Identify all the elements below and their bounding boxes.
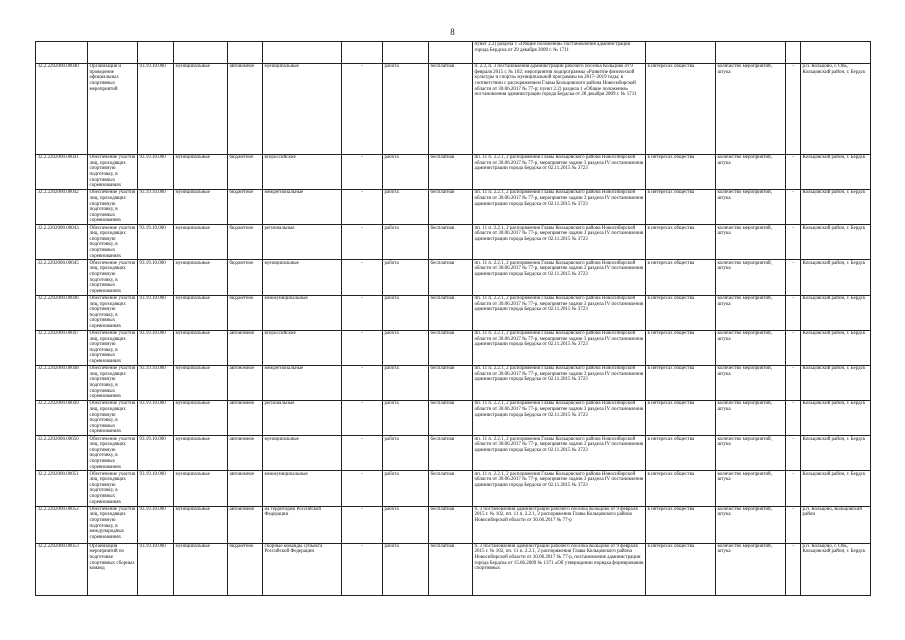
cell-institution-type: бюджетное	[228, 543, 263, 595]
cell-indicator: количество мероприятий, штука	[716, 260, 786, 295]
cell-institution-type: автономное	[228, 436, 263, 471]
cell-event-level: сборные команды субъекта Российской Федерации	[263, 543, 342, 595]
table-row	[36, 295, 871, 330]
cell-dash: -	[786, 155, 801, 190]
cell-locality: р.п. Кольцово, г. Обь, Кольцовский район, г. Бердск	[801, 64, 871, 155]
cell-payment: бесплатная	[429, 330, 473, 365]
cell-indicator: количество мероприятий, штука	[716, 190, 786, 225]
cell-service-type: муниципальные	[174, 260, 228, 295]
cell-okved-code: 93.19.10.000	[138, 330, 174, 365]
cell-dash: -	[786, 506, 801, 543]
cell-service-name: Обеспечение участия лиц, проходящих спортивную подготовку, в спортивных соревнованиях	[88, 295, 138, 330]
cell-institution-type: бюджетное	[228, 225, 263, 260]
cell-okved-code: 93.19.10.000	[138, 295, 174, 330]
cell-locality: Кольцовский район, г. Бердск	[801, 401, 871, 436]
cell-institution-type: автономное	[228, 365, 263, 400]
cell-event-level: муниципальные	[263, 436, 342, 471]
cell-service-name: Обеспечение участия лиц, проходящих спортивную подготовку, в спортивных соревнованиях	[88, 436, 138, 471]
cell-okved-code: 93.19.10.000	[138, 155, 174, 190]
cell-empty	[646, 42, 716, 64]
cell-service-type: муниципальные	[174, 365, 228, 400]
cell-service-type: муниципальные	[174, 64, 228, 155]
table-row	[36, 260, 871, 295]
cell-interest: в интересах общества	[646, 225, 716, 260]
cell-basis: пп. 11 п. 2.2.1, 2 распоряжения Главы Кольцовского района Новосибирской области от 30.06.2017 № 77-р, мероприятие задачи 3 раздела IV постановления администрации города Бердска от 02.11.2015 № 3723	[473, 225, 646, 260]
cell-institution-type: бюджетное	[228, 190, 263, 225]
table-row	[36, 190, 871, 225]
cell-event-level: всероссийские	[263, 330, 342, 365]
table-row	[36, 225, 871, 260]
cell-event-level: всероссийские	[263, 155, 342, 190]
cell-indicator: количество мероприятий, штука	[716, 401, 786, 436]
cell-service-type: муниципальные	[174, 330, 228, 365]
cell-dash: -	[786, 543, 801, 595]
cell-indicator: количество мероприятий, штука	[716, 543, 786, 595]
cell-interest: в интересах общества	[646, 260, 716, 295]
cell-category: работа	[383, 155, 429, 190]
cell-registry-code: 32.2.2202000.00046	[36, 295, 88, 330]
cell-interest: в интересах общества	[646, 64, 716, 155]
cell-okved-code: 93.19.10.000	[138, 225, 174, 260]
cell-service-name: Обеспечение участия лиц, проходящих спортивную подготовку, в спортивных соревнованиях	[88, 260, 138, 295]
cell-dash: -	[786, 365, 801, 400]
cell-basis: п. 2.3, п. 3 постановления администрации рабочего поселка Кольцово от 9 февраля 2015 г. № 102; мероприятия подпрограммы «Развитие физической культуры и спорта» муниципальной программы на 2017–2019 годы; в соответствии с распоряжением Главы Кольцовского района Новосибирской области от 30.06.2017 № 77-р; пункт 2.2) раздела 1 «Общие положения» постановления администрации города Бердска от 28 декабря 2009 г. № 1711	[473, 64, 646, 155]
cell-locality: Кольцовский район, г. Бердск	[801, 225, 871, 260]
cell-locality: Кольцовский район, г. Бердск	[801, 190, 871, 225]
table-row	[36, 506, 871, 543]
cell-okved-code: 93.19.10.000	[138, 471, 174, 506]
cell-category: работа	[383, 295, 429, 330]
cell-empty	[36, 42, 88, 64]
registry-body	[36, 42, 871, 596]
cell-empty	[429, 42, 473, 64]
cell-payment: бесплатная	[429, 64, 473, 155]
cell-locality: Кольцовский район, г. Бердск	[801, 365, 871, 400]
cell-okved-code: 93.19.10.000	[138, 543, 174, 595]
cell-institution-type: автономное	[228, 401, 263, 436]
cell-event-level: муниципальные	[263, 260, 342, 295]
table-row	[36, 64, 871, 155]
cell-registry-code: 32.2.2202000.00049	[36, 401, 88, 436]
table-row	[36, 365, 871, 400]
cell-interest: в интересах общества	[646, 401, 716, 436]
cell-empty	[88, 42, 138, 64]
cell-category: работа	[383, 260, 429, 295]
cell-extra: -	[342, 225, 383, 260]
cell-basis: пп. 11 п. 2.2.1, 2 распоряжения Главы Кольцовского района Новосибирской области от 30.06.2017 № 77-р, мероприятие задачи 3 раздела IV постановления администрации города Бердска от 02.11.2015 № 3723	[473, 436, 646, 471]
cell-payment: бесплатная	[429, 401, 473, 436]
cell-indicator: количество мероприятий, штука	[716, 330, 786, 365]
cell-extra: -	[342, 295, 383, 330]
cell-empty	[716, 42, 786, 64]
cell-category: работа	[383, 190, 429, 225]
cell-dash: -	[786, 225, 801, 260]
cell-locality: Кольцовский район, г. Бердск	[801, 260, 871, 295]
cell-dash: -	[786, 330, 801, 365]
cell-indicator: количество мероприятий, штука	[716, 365, 786, 400]
cell-locality: Кольцовский район, г. Бердск	[801, 436, 871, 471]
cell-basis: пп. 11 п. 2.2.1, 2 распоряжения Главы Кольцовского района Новосибирской области от 30.06.2017 № 77-р, мероприятие задачи 3 раздела IV постановления администрации города Бердска от 02.11.2015 № 3723	[473, 330, 646, 365]
cell-interest: в интересах общества	[646, 190, 716, 225]
cell-extra: -	[342, 471, 383, 506]
table-row	[36, 471, 871, 506]
cell-locality: Кольцовский район, г. Бердск	[801, 330, 871, 365]
cell-empty	[138, 42, 174, 64]
cell-event-level: региональные	[263, 401, 342, 436]
cell-registry-code: 32.2.2202000.00042	[36, 190, 88, 225]
cell-basis: пп. 11 п. 2.2.1, 2 распоряжения Главы Кольцовского района Новосибирской области от 30.06.2017 № 77-р, мероприятие задачи 3 раздела IV постановления администрации города Бердска от 02.11.2015 № 3723	[473, 155, 646, 190]
cell-category: работа	[383, 225, 429, 260]
table-row	[36, 330, 871, 365]
cell-extra: -	[342, 365, 383, 400]
cell-extra: -	[342, 543, 383, 595]
cell-dash: -	[786, 64, 801, 155]
cell-service-type: муниципальные	[174, 471, 228, 506]
cell-payment: бесплатная	[429, 225, 473, 260]
cell-service-name: Обеспечение участия лиц, проходящих спортивную подготовку, в спортивных соревнованиях	[88, 401, 138, 436]
cell-extra: -	[342, 436, 383, 471]
cell-category: работа	[383, 365, 429, 400]
cell-dash: -	[786, 190, 801, 225]
cell-category: работа	[383, 330, 429, 365]
cell-okved-code: 93.19.10.000	[138, 506, 174, 543]
cell-extra: -	[342, 190, 383, 225]
cell-service-name: Обеспечение участия лиц, проходящих спортивную подготовку, в спортивных соревнованиях	[88, 190, 138, 225]
cell-institution-type: автономное	[228, 330, 263, 365]
cell-institution-type: бюджетное	[228, 155, 263, 190]
cell-registry-code: 32.2.2202000.00043	[36, 225, 88, 260]
cell-service-type: муниципальные	[174, 155, 228, 190]
cell-category: работа	[383, 543, 429, 595]
cell-service-name: Обеспечение участия лиц, проходящих спортивную подготовку, в международных соревнованиях	[88, 506, 138, 543]
cell-institution-type: автономное	[228, 471, 263, 506]
cell-registry-code: 32.2.2202000.00052	[36, 506, 88, 543]
cell-payment: бесплатная	[429, 506, 473, 543]
cell-event-level: межрегиональные	[263, 365, 342, 400]
cell-basis: пункт 2.2) раздела 1 «Общие положения» постановления администрации города Бердска от 29 декабря 2009 г. № 1711	[473, 42, 646, 64]
cell-registry-code: 32.2.2202000.00045	[36, 260, 88, 295]
cell-service-name: Обеспечение участия лиц, проходящих спортивную подготовку, в спортивных соревнованиях	[88, 330, 138, 365]
cell-locality: р.п. Кольцово, г. Обь, Кольцовский район, г. Бердск	[801, 543, 871, 595]
cell-okved-code: 93.19.10.000	[138, 190, 174, 225]
cell-payment: бесплатная	[429, 436, 473, 471]
cell-basis: п. 3 постановления администрации рабочего поселка Кольцово от 9 февраля 2015 г. № 102, пп. 11 п. 2.2.1, 2 распоряжения Главы Кольцовского района Новосибирской области от 30.06.2017 № 77-р, постановление администрации города Бердска от 15.06.2009 № 1371 «Об утверждении порядка формирования спортивных	[473, 543, 646, 595]
cell-category: работа	[383, 64, 429, 155]
cell-interest: в интересах общества	[646, 330, 716, 365]
cell-extra: -	[342, 260, 383, 295]
cell-okved-code: 93.19.10.000	[138, 64, 174, 155]
cell-dash: -	[786, 471, 801, 506]
cell-event-level: межмуниципальные	[263, 295, 342, 330]
cell-institution-type: автономное	[228, 506, 263, 543]
cell-indicator: количество мероприятий, штука	[716, 471, 786, 506]
cell-dash: -	[786, 436, 801, 471]
cell-basis: пп. 11 п. 2.2.1, 2 распоряжения Главы Кольцовского района Новосибирской области от 30.06.2017 № 77-р, мероприятие задачи 3 раздела IV постановления администрации города Бердска от 02.11.2015 № 3723	[473, 401, 646, 436]
cell-service-type: муниципальные	[174, 543, 228, 595]
cell-event-level: межмуниципальные	[263, 471, 342, 506]
cell-registry-code: 32.2.2202000.00050	[36, 436, 88, 471]
cell-basis: пп. 11 п. 2.2.1, 2 распоряжения Главы Кольцовского района Новосибирской области от 30.06.2017 № 77-р, мероприятие задачи 3 раздела IV постановления администрации города Бердска от 02.11.2015 № 3723	[473, 295, 646, 330]
cell-indicator: количество мероприятий, штука	[716, 155, 786, 190]
cell-dash: -	[786, 401, 801, 436]
cell-interest: в интересах общества	[646, 543, 716, 595]
cell-empty	[786, 42, 801, 64]
cell-category: работа	[383, 471, 429, 506]
cell-service-name: Обеспечение участия лиц, проходящих спортивную подготовку, в спортивных соревнованиях	[88, 155, 138, 190]
cell-service-type: муниципальные	[174, 401, 228, 436]
cell-indicator: количество мероприятий, штука	[716, 436, 786, 471]
cell-basis: пп. 11 п. 2.2.1, 2 распоряжения Главы Кольцовского района Новосибирской области от 30.06.2017 № 77-р, мероприятие задачи 3 раздела IV постановления администрации города Бердска от 02.11.2015 № 3723	[473, 260, 646, 295]
cell-locality: Кольцовский район, г. Бердск	[801, 155, 871, 190]
cell-registry-code: 32.2.2202000.00048	[36, 365, 88, 400]
cell-indicator: количество мероприятий, штука	[716, 506, 786, 543]
cell-registry-code: 32.2.2202000.00041	[36, 155, 88, 190]
cell-registry-code: 32.2.2202000.00047	[36, 330, 88, 365]
cell-registry-code: 32.2.2202000.00051	[36, 471, 88, 506]
cell-extra: -	[342, 506, 383, 543]
cell-dash: -	[786, 260, 801, 295]
cell-basis: пп. 11 п. 2.2.1, 2 распоряжения Главы Кольцовского района Новосибирской области от 30.06.2017 № 77-р, мероприятие задачи 3 раздела IV постановления администрации города Бердска от 02.11.2015 № 3723	[473, 471, 646, 506]
cell-category: работа	[383, 506, 429, 543]
cell-interest: в интересах общества	[646, 471, 716, 506]
cell-service-type: муниципальные	[174, 295, 228, 330]
cell-empty	[263, 42, 342, 64]
cell-service-name: Обеспечение участия лиц, проходящих спортивную подготовку, в спортивных соревнованиях	[88, 471, 138, 506]
cell-service-name: Обеспечение участия лиц, проходящих спортивную подготовку, в спортивных соревнованиях	[88, 225, 138, 260]
cell-institution-type: бюджетное	[228, 260, 263, 295]
cell-interest: в интересах общества	[646, 436, 716, 471]
cell-extra: -	[342, 64, 383, 155]
cell-interest: в интересах общества	[646, 295, 716, 330]
cell-dash: -	[786, 295, 801, 330]
cell-locality: Кольцовский район, г. Бердск	[801, 295, 871, 330]
cell-indicator: количество мероприятий, штука	[716, 64, 786, 155]
services-registry-table	[35, 41, 871, 596]
table-row	[36, 436, 871, 471]
cell-event-level: межрегиональные	[263, 190, 342, 225]
cell-extra: -	[342, 401, 383, 436]
table-row	[36, 155, 871, 190]
cell-basis: п. 3 постановления администрации рабочего поселка Кольцово от 9 февраля 2015 г. № 102, пп. 11 п. 2.2.1, 2 распоряжения Главы Кольцовского района Новосибирской области от 30.06.2017 № 77-р	[473, 506, 646, 543]
cell-empty	[801, 42, 871, 64]
cell-interest: в интересах общества	[646, 506, 716, 543]
cell-locality: Кольцовский район, г. Бердск	[801, 471, 871, 506]
cell-registry-code: 32.2.2202000.00040	[36, 64, 88, 155]
cell-locality: р.п. Кольцово, Кольцовский район	[801, 506, 871, 543]
cell-event-level: на территории Российской Федерации	[263, 506, 342, 543]
cell-payment: бесплатная	[429, 543, 473, 595]
cell-extra: -	[342, 155, 383, 190]
cell-service-name: Организация мероприятий по подготовке спортивных сборных команд	[88, 543, 138, 595]
cell-category: работа	[383, 436, 429, 471]
table-row-continued	[36, 42, 871, 64]
cell-indicator: количество мероприятий, штука	[716, 225, 786, 260]
cell-okved-code: 93.19.10.000	[138, 260, 174, 295]
cell-okved-code: 93.19.10.000	[138, 365, 174, 400]
table-row	[36, 401, 871, 436]
cell-payment: бесплатная	[429, 365, 473, 400]
cell-event-level: муниципальные	[263, 64, 342, 155]
cell-payment: бесплатная	[429, 260, 473, 295]
cell-interest: в интересах общества	[646, 365, 716, 400]
cell-indicator: количество мероприятий, штука	[716, 295, 786, 330]
cell-basis: пп. 11 п. 2.2.1, 2 распоряжения Главы Кольцовского района Новосибирской области от 30.06.2017 № 77-р, мероприятие задачи 3 раздела IV постановления администрации города Бердска от 02.11.2015 № 3723	[473, 190, 646, 225]
cell-payment: бесплатная	[429, 471, 473, 506]
cell-payment: бесплатная	[429, 155, 473, 190]
cell-empty	[383, 42, 429, 64]
cell-basis: пп. 11 п. 2.2.1, 2 распоряжения Главы Кольцовского района Новосибирской области от 30.06.2017 № 77-р, мероприятие задачи 3 раздела IV постановления администрации города Бердска от 02.11.2015 № 3723	[473, 365, 646, 400]
cell-event-level: региональные	[263, 225, 342, 260]
cell-category: работа	[383, 401, 429, 436]
cell-payment: бесплатная	[429, 295, 473, 330]
cell-okved-code: 93.19.10.000	[138, 436, 174, 471]
cell-registry-code: 32.2.2202000.00053	[36, 543, 88, 595]
cell-service-name: Обеспечение участия лиц, проходящих спортивную подготовку, в спортивных соревнованиях	[88, 365, 138, 400]
cell-service-type: муниципальные	[174, 225, 228, 260]
cell-institution-type: автономное	[228, 64, 263, 155]
cell-extra: -	[342, 330, 383, 365]
cell-empty	[342, 42, 383, 64]
table-row	[36, 543, 871, 595]
cell-okved-code: 93.19.10.000	[138, 401, 174, 436]
cell-service-name: Организация и проведение официальных спортивных мероприятий	[88, 64, 138, 155]
cell-institution-type: бюджетное	[228, 295, 263, 330]
cell-payment: бесплатная	[429, 190, 473, 225]
cell-empty	[228, 42, 263, 64]
cell-service-type: муниципальные	[174, 436, 228, 471]
page-number: 8	[450, 27, 455, 37]
cell-service-type: муниципальные	[174, 190, 228, 225]
cell-empty	[174, 42, 228, 64]
cell-service-type: муниципальные	[174, 506, 228, 543]
cell-interest: в интересах общества	[646, 155, 716, 190]
